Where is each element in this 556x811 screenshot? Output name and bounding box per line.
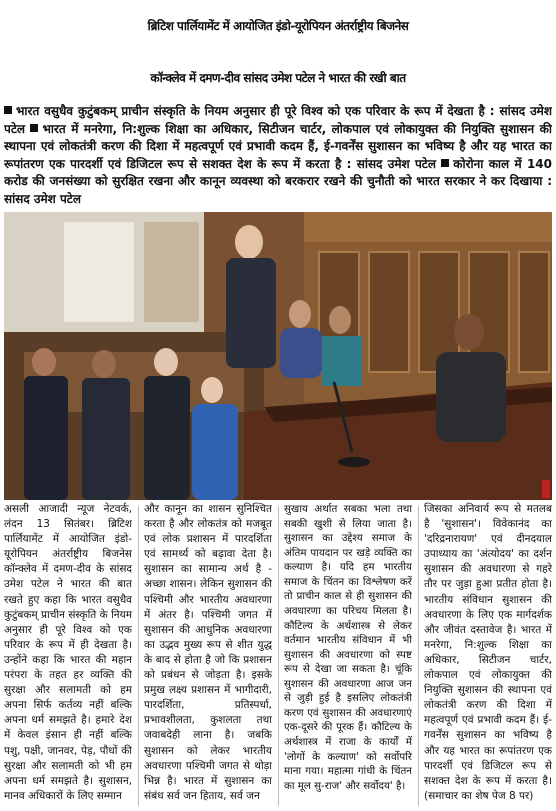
bullet-text-3: कोरोना काल में 140 करोड की जनसंख्या को सुरक्षित रखना और कानून व्यवस्था को बरकरार रखने की चुनौती को भारत सरकार ने कर दिखाया : सांसद उमेश पटेल bbox=[4, 156, 552, 206]
article-column-4: जिसका अनिवार्य रूप से मतलब है 'सुशासन'। विवेकानंद का 'दरिद्रनारायण' एवं दीनदयाल उपाध्याय का 'अंत्योदय' का दर्शन सुशासन की अवधारणा से गहरे तौर पर जुड़ा हुआ प्रतीत होता है। भारतीय संविधान सुशासन की अवधारणा के लिए एक मार्गदर्शक और जीवंत दस्तावेज है। भारत में मनरेगा, नि:शुल्क शिक्षा का अधिकार, सिटीजन चार्टर, लोकपाल एवं लोकायुक्त की नियुक्ति सुशासन की स्थापना एवं लोकतंत्री करण की दिशा में महत्वपूर्ण एवं प्रभावी कदम हैं। ई-गवर्नेंस सुशासन का भविष्य है और यह भारत का रूपांतरण एक पारदर्शी एवं डिजिटल रूप से सशक्त देश के रूप में करता है। (समाचार का शेष पेज 8 पर) bbox=[424, 503, 552, 802]
column-divider bbox=[138, 506, 139, 806]
article-body bbox=[4, 502, 552, 811]
article-column-2: और कानून का शासन सुनिश्चित करता है और लोकतंत्र को मजबूत एवं लोक प्रशासन में पारदर्शिता एवं सामर्थ्य को बढ़ावा देता है। सुशासन का सामान्य अर्थ है - अच्छा शासन। लेकिन सुशासन की पश्चिमी और भारतीय अवधारणा में अंतर है। पश्चिमी जगत में सुशासन की आधुनिक अवधारणा का उद्भव मुख्य रूप से शीत युद्ध के बाद से होता है जो कि प्रशासन को प्रबंधन से जोड़ता है। इसके प्रमुख लक्ष्य प्रशासन में भागीदारी, पारदर्शिता, प्रतिस्पर्धा, प्रभावशीलता, कुशलता तथा जवाबदेही लाना है। जबकि सुशासन को लेकर भारतीय अवधारणा पश्चिमी जगत से थोड़ा भिन्न है। भारत में सुशासन का संबंध सर्व जन हिताय, सर्व जन bbox=[144, 503, 272, 802]
headline bbox=[0, 0, 556, 103]
subheadline-bullets bbox=[4, 103, 552, 210]
headline-line-2: कॉन्क्लेव में दमण-दीव सांसद उमेश पटेल ने भारत की रखी बात bbox=[150, 71, 406, 85]
bullet-text-1: भारत वसुधैव कुटुंबकम् प्राचीन संस्कृति के नियम अनुसार ही पूरे विश्व को एक परिवार के रूप में देखता है : सांसद उमेश पटेल bbox=[4, 104, 552, 136]
headline-line-1: ब्रिटिश पार्लियामेंट में आयोजित इंडो-यूरोपियन अंतर्राष्ट्रीय बिजनेस bbox=[147, 19, 409, 33]
event-photo-illustration bbox=[4, 212, 552, 500]
article-column-1: असली आजादी न्यूज नेटवर्क, लंदन 13 सितंबर। ब्रिटिश पार्लियामेंट में आयोजित इंडो-यूरोपियन अंतर्राष्ट्रीय बिजनेस कॉन्क्लेव में दमण-दीव के सांसद उमेश पटेल ने भारत की बात रखते हुए कहा कि भारत वसुधैव कुटुंबकम् प्राचीन संस्कृति के नियम अनुसार ही पूरे विश्व को एक परिवार के रूप में ही देखता है। उन्होंने कहा कि भारत की महान परंपरा के तहत हर व्यक्ति की सुरक्षा और सलामती को हम अपना सिर्फ कर्तव्य नहीं बल्कि अपना धर्म समझते है। हमारे देश में केवल इंसान ही नहीं बल्कि पशु, पक्षी, जानवर, पेड़, पौधों की सुरक्षा और सलामती को भी हम अपना धर्म समझते है। सुशासन, मानव अधिकारों के लिए सम्मान bbox=[4, 503, 132, 802]
bullet-text-2: भारत में मनरेगा, नि:शुल्क शिक्षा का अधिकार, सिटीजन चार्टर, लोकपाल एवं लोकायुक्त की नियुक्ति सुशासन की स्थापना एवं लोकतंत्री करण की दिशा में महत्वपूर्ण एवं प्रभावी कदम हैं, ई-गवर्नेंस सुशासन का भविष्य है और यह भारत का रूपांतरण एक पारदर्शी एवं डिजिटल रूप से सशक्त देश के रूप में करता है : सांसद उमेश पटेल bbox=[4, 121, 552, 171]
column-divider bbox=[278, 506, 279, 806]
article-column-3: सुखाय अर्थात सबका भला तथा सबकी खुशी से लिया जाता है। सुशासन का उद्देश्य समाज के अंतिम पायदान पर खड़े व्यक्ति का कल्याण है। यदि हम भारतीय समाज के चिंतन का विश्लेषण करें तो प्राचीन काल से ही सुशासन की अवधारणा का परिचय मिलता है। कौटिल्य के अर्थशास्त्र से लेकर वर्तमान भारतीय संविधान में भी सुशासन की अवधारणा को स्पष्ट रूप से देखा जा सकता है। चूंकि सुशासन की अवधारणा आज जन से जुड़ी हुई है इसलिए लोकतंत्री करण एवं सुशासन की अवधारणाएं एक-दूसरे की पूरक हैं। कौटिल्य के अर्थशास्त्र में राजा के कार्यों में 'लोगों के कल्याण' को सर्वोपरि माना गया। महात्मा गांधी के चिंतन का मूल सु-राज' और सर्वोदय' है। bbox=[284, 503, 412, 792]
event-photo bbox=[4, 212, 552, 500]
bullet-square-icon bbox=[441, 159, 449, 167]
bullet-square-icon bbox=[4, 106, 12, 114]
bullet-square-icon bbox=[30, 124, 38, 132]
column-divider bbox=[418, 506, 419, 806]
